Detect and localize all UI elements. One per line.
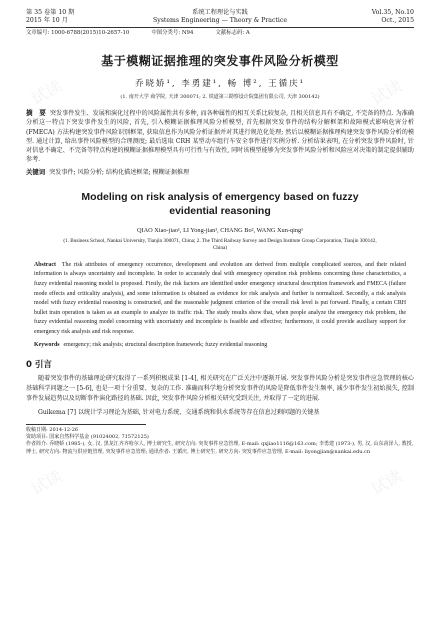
keywords-label-en: Keywords	[34, 341, 60, 348]
date-cn: 2015 年 10 月	[26, 17, 68, 24]
received-date: 收稿日期: 2014-12-26	[26, 426, 79, 433]
watermark: 试读	[197, 296, 236, 329]
abstract-text-en: The risk attributes of emergency occurrence, development and evolution are derived from multiple complicated sources, and their related information is always uncertainty and incomplete. In order to accurately deal with emergency operation risk problems concerning these characteristics, a fuzzy evidential reasoning model is proposed. Firstly, the risk factors are identified under emergency structural description framework and FMECA (failure mode effects and criticality analysis), and some information is obtained as evidence for risk analysis and further is normalized. Secondly, a risk analysis model with fuzzy evidential reasoning is constructed, and the reasonable judgment criterion of the overall risk level is put forward. Finally, a certain CRH bullet train operation is taken as an example to analyze its traffic risk. The study results show that, when people analyze the emergency risk problem, the fuzzy evidential reasoning model concerning with uncertainty and incomplete is feasible and effective; furthermore, it could provide auxiliary support for emergency risk analysis and risk response.	[34, 261, 406, 335]
authors-cn: 乔晓娇¹, 李勇建¹, 畅 博², 王循庆¹	[134, 79, 306, 89]
keywords-en	[26, 341, 414, 350]
keywords-cn	[26, 168, 414, 177]
article-number: 文章编号: 1000-6788(2015)10-2657-10	[26, 30, 130, 36]
watermark: 试读	[27, 76, 66, 109]
title-en: Modeling on risk analysis of emergency based on fuzzy evidential reasoning	[81, 190, 359, 217]
abstract-text-cn: 突发事件发生、发展和演化过程中的风险属性共有多种, 而各种属性的相互关系比较复杂, 且相关信息具有不确定, 不完备的特点. 为准确分析这一特点下突发事件发生的风险, 首先, 引入模糊证据推理风险分析模型, 首先根据突发事件的结构分解框架和故障模式影响危害分析 (FMECA) 方法构建突发事件风险识别框架, 获取信息作为风险分析证据并对其进行规范化处理; 然后以模糊证据推理构建突发事件风险分析的模型. 通过计算, 给出事件风险模型的合理测度; 最后选取 CRH 某型动车组行车安全事件进行实例分析. 分析结果表明, 在分析突发事件风险时, 针对信息不确定、不完备等特点构建的模糊证据推理模型具有可行性与有效性, 同时该模型能够为突发事件风险分析和风险应对决策的制定提供辅助参考.	[26, 110, 415, 164]
abstract-label-en: Abstract	[34, 261, 56, 268]
watermark: 试读	[367, 466, 406, 499]
abstract-en	[26, 261, 414, 338]
running-header-top	[26, 9, 414, 17]
abstract-cn	[26, 109, 414, 165]
abstract-label-cn: 摘 要	[26, 109, 46, 117]
intro-paragraph-2: Guikema [7] 以统计学习理论为基础, 针对电力系统、交通系统和供水系统等存在信息过剩问题的关键基	[38, 408, 320, 416]
section-heading-intro: 0 引言	[26, 359, 52, 370]
keywords-label-cn: 关键词	[26, 167, 46, 176]
watermark: 试读	[367, 76, 406, 109]
running-header-bottom	[26, 17, 414, 25]
keywords-text-cn: 突发事件; 风险分析; 结构化描述框架; 模糊证据推理	[49, 168, 190, 176]
footnote	[26, 427, 414, 457]
clc-number: 中图分类号: N94	[151, 30, 194, 36]
affiliation-en: (1. Business School, Nankai University, Tianjin 300071, China; 2. The Third Railway Survey and Design Institute Group Corporation, Tianjin 300142, China)	[63, 237, 377, 251]
keywords-text-en: emergency; risk analysis; structural description framework; fuzzy evidential reasoning	[63, 341, 268, 348]
journal-name-en: Systems Engineering — Theory & Practice	[152, 17, 288, 24]
authors-en: QIAO Xiao-jiao¹, LI Yong-jian¹, CHANG Bo², WANG Xun-qing¹	[136, 226, 304, 234]
document-code: 文献标志码: A	[215, 30, 250, 36]
fund-info: 资助项目: 国家自然科学基金 (91024002, 71572125)	[26, 433, 149, 440]
volume-cn: 第 35 卷第 10 期	[26, 9, 75, 16]
volume-en: Vol.35, No.10	[371, 9, 414, 16]
date-en: Oct., 2015	[381, 17, 414, 24]
header-rule	[26, 27, 414, 28]
journal-name-cn: 系统工程理论与实践	[192, 9, 248, 16]
author-bio: 作者简介: 乔晓娇 (1985-), 女, 汉, 黑龙江齐齐哈尔人, 博士研究生, 研究方向: 突发事件应急管理, E-mail: qxjiao1116@163.com; 李勇建 (1973-), 男, 汉, 山东菏泽人, 教授, 博士, 研究方向: 物流与供应链管理, 突发事件应急管理; 通讯作者: 王循庆, 博士研究生, 研究方向: 突发事件应急管理, E-mail: liyongjian@nankai.edu.cn	[26, 441, 414, 455]
footnote-rule	[26, 424, 146, 425]
intro-paragraph-1: 随着突发事件的基础理论研究取得了一系列积极成果 [1-4], 相关研究在广泛关注中逐渐开展. 突发事件风险分析是突发事件应急管理的核心基础科学问题之一 [5-6], 也是一项十分重要、复杂的工作. 准确而科学地分析突发事件的风险是降低事件发生频率, 减少事件发生初始损失, 控制事件发展趋势以及切断事件演化路径的基础. 因此, 突发事件风险分析相关研究受到关注, 并取得了一定的进展.	[26, 374, 414, 402]
affiliation-cn: (1. 南开大学 商学院, 天津 300071; 2. 铁道第三勘察设计院集团有限公司, 天津 300142)	[120, 94, 320, 100]
watermark: 试读	[27, 466, 66, 499]
title-cn: 基于模糊证据推理的突发事件风险分析模型	[101, 54, 339, 68]
article-meta	[26, 30, 414, 37]
